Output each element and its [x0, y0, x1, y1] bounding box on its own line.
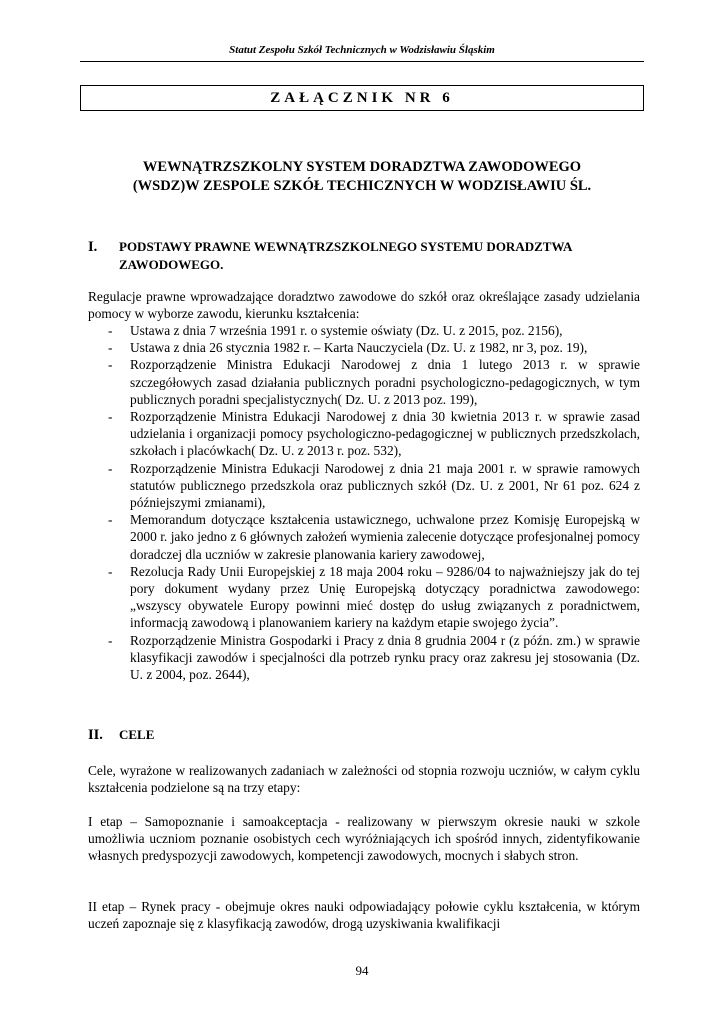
list-item: - Memorandum dotyczące kształcenia ustawicznego, uchwalone przez Komisję Europejską w 2000 r. jako jedno z 6 głównych założeń wymienia zalecenie dotyczące profesjonalnej pomocy doradczej dla uczniów w zakresie planowania kariery zawodowej, — [108, 512, 640, 562]
section-2-number: II. — [88, 727, 103, 743]
section-1-title: PODSTAWY PRAWNE WEWNĄTRZSZKOLNEGO SYSTEMU DORADZTWA ZAWODOWEGO. — [119, 239, 572, 272]
list-item: - Ustawa z dnia 7 września 1991 r. o systemie oświaty (Dz. U. z 2015, poz. 2156), — [108, 323, 563, 338]
document-title — [80, 158, 644, 196]
document-title-line-1: WEWNĄTRZSZKOLNY SYSTEM DORADZTWA ZAWODOWEGO — [142, 159, 582, 175]
list-item: - Ustawa z dnia 26 stycznia 1982 r. – Karta Nauczyciela (Dz. U. z 1982, nr 3, poz. 19), — [108, 340, 588, 356]
section-1-intro: Regulacje prawne wprowadzające doradztwo zawodowe do szkół oraz określające zasady udzielania pomocy w wyborze zawodu, kierunku kształcenia: — [88, 289, 640, 322]
stage-2-paragraph: II etap – Rynek pracy - obejmuje okres nauki odpowiadający połowie cyklu kształcenia, w którym uczeń zapoznaje się z klasyfikacją zawodów, drogą uzyskiwania kwalifikacji — [88, 899, 640, 932]
annex-label-box — [80, 85, 644, 111]
section-2-intro: Cele, wyrażone w realizowanych zadaniach w zależności od stopnia rozwoju uczniów, w całym cyklu kształcenia podzielone są na trzy etapy: — [88, 763, 640, 796]
list-item: - Rozporządzenie Ministra Edukacji Narodowej z dnia 30 kwietnia 2013 r. w sprawie zasad udzielania i organizacji pomocy psychologiczno-pedagogicznej w publicznych przedszkolach, szkołach i placówkach( Dz. U. z 2013 r. poz. 532), — [108, 409, 640, 459]
page-number: 94 — [355, 963, 369, 978]
list-item: - Rozporządzenie Ministra Gospodarki i Pracy z dnia 8 grudnia 2004 r (z późn. zm.) w sprawie klasyfikacji zawodów i specjalności dla potrzeb rynku pracy oraz zakresu jej stosowania (Dz. U. z 2004, poz. 2644), — [108, 632, 640, 683]
legal-basis-list — [88, 322, 640, 683]
section-2-title: CELE — [119, 727, 155, 742]
running-header: Statut Zespołu Szkół Technicznych w Wodzisławiu Śląskim — [229, 44, 495, 56]
list-item: - Rozporządzenie Ministra Edukacji Narodowej z dnia 1 lutego 2013 r. w sprawie szczegółowych zasad działania publicznych poradni psychologiczno-pedagogicznych, w tym publicznych poradni specjalistycznych( Dz. U. z 2013 poz. 199), — [108, 357, 640, 407]
document-title-line-2: (WSDZ)W ZESPOLE SZKÓŁ TECHICZNYCH W WODZISŁAWIU ŚL. — [132, 178, 592, 194]
stage-1-paragraph: I etap – Samopoznanie i samoakceptacja - realizowany w pierwszym okresie nauki w szkole umożliwia uczniom poznanie osobistych cech wyróżniających ich spośród innych, zidentyfikowanie własnych predyspozycji zawodowych, kompetencji zawodowych, mocnych i słabych stron. — [88, 814, 640, 864]
annex-label: ZAŁĄCZNIK NR 6 — [270, 90, 454, 106]
list-item: - Rozporządzenie Ministra Edukacji Narodowej z dnia 21 maja 2001 r. w sprawie ramowych statutów publicznego przedszkola oraz publicznych szkół (Dz. U. z 2001, Nr 61 poz. 624 z późniejszymi zmianami), — [108, 460, 640, 511]
header-rule — [80, 61, 644, 62]
list-item: - Rezolucja Rady Unii Europejskiej z 18 maja 2004 roku – 9286/04 to najważniejszy jak do tej pory dokument wydany przez Unię Europejską dotyczący poradnictwa zawodowego: „wszyscy obywatele Europy powinni mieć dostęp do usług związanych z poradnictwem, informacją zawodową i planowaniem kariery na każdym etapie swojego życia”. — [108, 563, 640, 631]
section-1-number: I. — [88, 239, 98, 255]
